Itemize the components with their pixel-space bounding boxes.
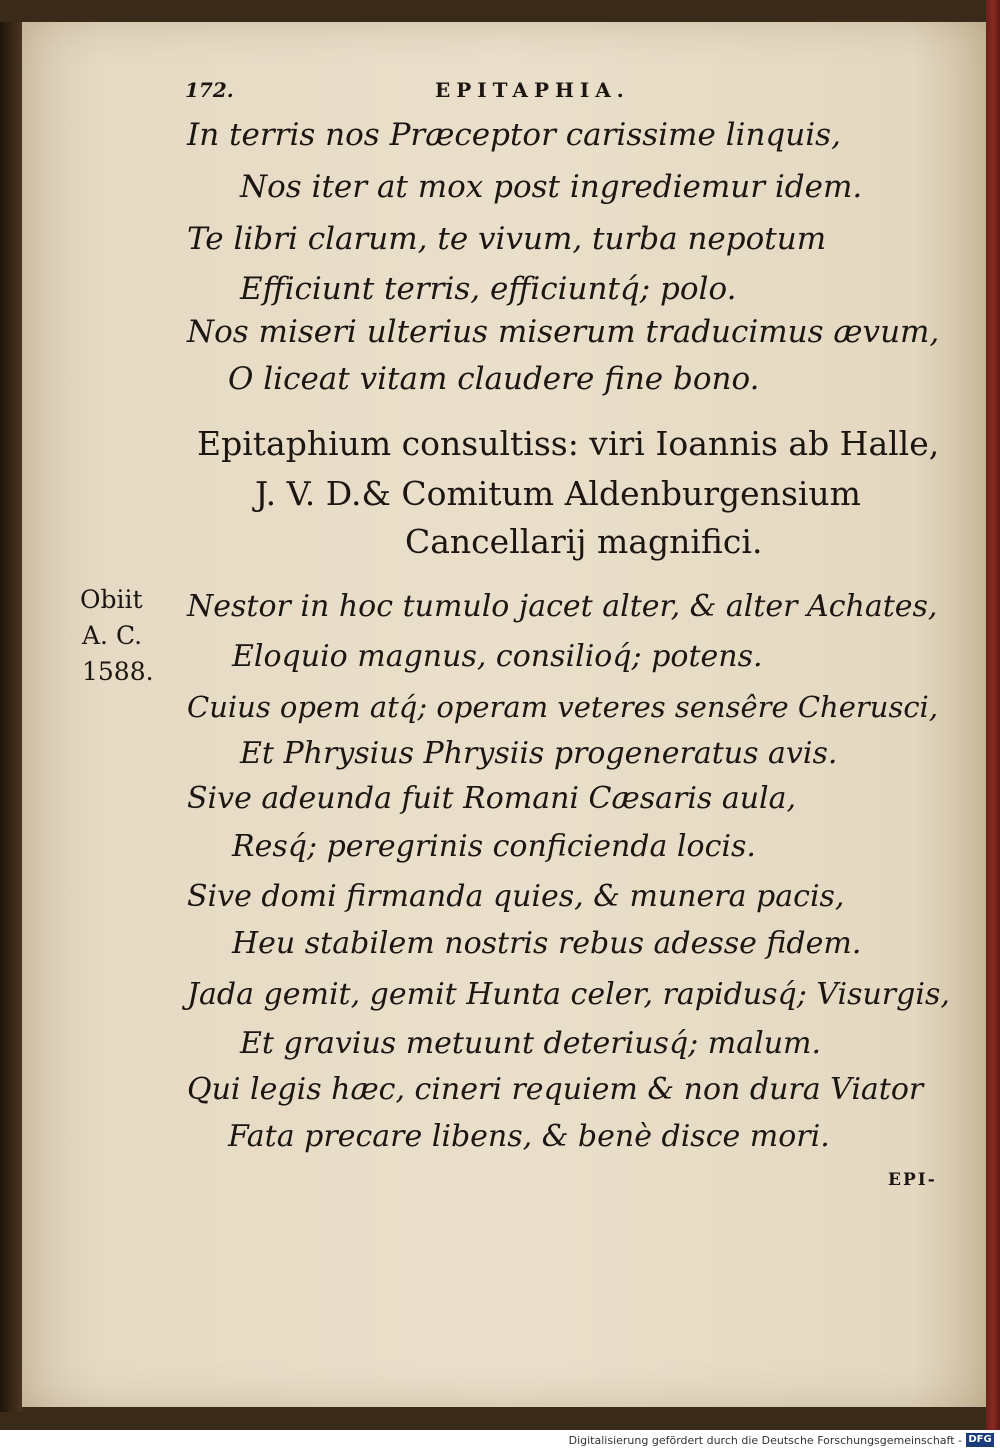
page-number: 172. (185, 78, 234, 102)
poem-two-line-1: Nestor in hoc tumulo jacet alter, & alter Achates, (187, 589, 938, 624)
page-header (185, 78, 705, 108)
poem-one-line-6: O liceat vitam claudere fine bono. (228, 361, 760, 397)
poem-two-line-6: Resq́; peregrinis conficienda locis. (232, 829, 756, 864)
poem-two-line-12: Fata precare libens, & benè disce mori. (228, 1119, 830, 1154)
catchword: EPI- (888, 1170, 937, 1190)
poem-two-line-3: Cuius opem atq́; operam veteres sensêre Cherusci, (187, 690, 939, 724)
poem-two-line-7: Sive domi firmanda quies, & munera pacis, (187, 879, 845, 914)
poem-two-line-4: Et Phrysius Phrysiis progeneratus avis. (240, 736, 838, 771)
margin-note-line-1: Obiit (80, 585, 143, 614)
poem-two-line-2: Eloquio magnus, consilioq́; potens. (232, 639, 763, 674)
margin-note-line-2: A. C. (82, 621, 143, 650)
epitaph-heading-line-3: Cancellarij magnifici. (405, 522, 763, 561)
poem-two-line-9: Jada gemit, gemit Hunta celer, rapidusq́; Visurgis, (187, 977, 950, 1012)
poem-one-line-1: In terris nos Præceptor carissime linquis, (187, 117, 841, 153)
margin-note-line-3: 1588. (82, 657, 154, 686)
poem-one-line-3: Te libri clarum, te vivum, turba nepotum (187, 221, 827, 257)
running-head: EPITAPHIA. (435, 78, 630, 102)
poem-one-line-4: Efficiunt terris, efficiuntq́; polo. (240, 271, 737, 307)
poem-two-line-11: Qui legis hæc, cineri requiem & non dura Viator (187, 1072, 924, 1107)
poem-two-line-10: Et gravius metuunt deteriusq́; malum. (240, 1026, 822, 1061)
binding-edge (0, 22, 22, 1412)
footer-credit: Digitalisierung gefördert durch die Deutsche Forschungsgemeinschaft - (568, 1434, 962, 1447)
poem-one-line-2: Nos iter at mox post ingrediemur idem. (240, 169, 863, 205)
book-cover-edge (986, 0, 1000, 1430)
poem-one-line-5: Nos miseri ulterius miserum traducimus ævum, (187, 314, 940, 350)
epitaph-heading-line-1: Epitaphium consultiss: viri Ioannis ab Halle, (197, 424, 940, 463)
dfg-logo: DFG (966, 1433, 994, 1447)
poem-two-line-5: Sive adeunda fuit Romani Cæsaris aula, (187, 781, 797, 816)
epitaph-heading-line-2: J. V. D.& Comitum Aldenburgensium (255, 474, 861, 513)
poem-two-line-8: Heu stabilem nostris rebus adesse fidem. (232, 926, 862, 961)
